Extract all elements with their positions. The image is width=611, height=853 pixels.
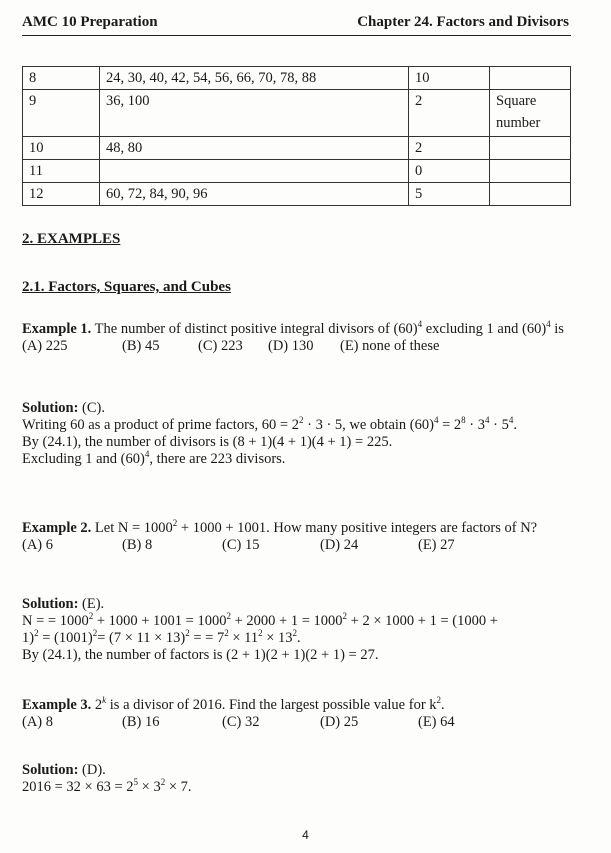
choice-c: (C) 15 [222,537,260,553]
table-cell: 8 [23,67,100,90]
example-3-choices [22,714,571,731]
table-row [23,90,571,137]
example-3 [22,697,571,731]
header-rule [22,35,571,36]
page-number: 4 [302,828,309,842]
choice-b: (B) 16 [122,714,160,730]
exponent: 2 [88,611,94,621]
text: × 11 [228,630,259,646]
text: Writing 60 as a product of prime factors, 60 = 2 [22,417,299,433]
choice-e: (E) 64 [418,714,455,730]
table-cell: 60, 72, 84, 90, 96 [100,183,409,206]
example-1-text: excluding 1 and (60) [422,321,547,337]
exponent: 2 [224,628,229,638]
solution-line: By (24.1), the number of factors is (2 + 1)(2 + 1)(2 + 1) = 27. [22,647,379,663]
solution-line [22,630,571,647]
table-cell: 10 [23,137,100,160]
table-cell [490,160,571,183]
subsection-title: 2.1. Factors, Squares, and Cubes [22,279,231,295]
table-row [23,183,571,206]
table-cell: 2 [409,90,490,137]
text: · 5 [489,417,509,433]
text: × 7. [165,779,192,795]
choice-d: (D) 25 [320,714,359,730]
example-2 [22,520,571,554]
text: + 1000 + 1001. How many positive integers are factors of N? [177,520,538,536]
exponent: 2 [436,695,442,705]
solution-label: Solution: [22,596,79,612]
solution-answer: (E). [82,596,105,612]
example-1-label: Example 1. [22,321,92,337]
solution-line [22,451,571,468]
table-cell: 12 [23,183,100,206]
exponent: 4 [417,319,423,329]
exponent: 4 [433,415,439,425]
text: = = 7 [189,630,225,646]
text: , there are 223 divisors. [149,451,286,467]
exponent: 2 [34,628,39,638]
solution-line: By (24.1), the number of divisors is (8 + 1)(4 + 1)(4 + 1) = 225. [22,434,393,450]
solution-answer: (D). [82,762,106,778]
exponent: 5 [133,777,139,787]
text: 1) [22,630,35,646]
table-cell [490,137,571,160]
text: · 3 [465,417,485,433]
text: + 1000 + 1001 = 1000 [93,613,227,629]
text: = 2 [438,417,462,433]
choice-a: (A) 225 [22,338,68,354]
exponent: 2 [292,628,298,638]
table-cell: 36, 100 [100,90,409,137]
solution-label: Solution: [22,762,79,778]
text: is a divisor of 2016. Find the largest possible value for k [106,697,437,713]
table-row [23,160,571,183]
example-1-question [22,321,571,338]
exponent: 2 [160,777,166,787]
example-2-label: Example 2. [22,520,92,536]
text: = (7 × 11 × 13) [97,630,186,646]
exponent: 4 [484,415,490,425]
choice-a: (A) 6 [22,537,54,553]
example-2-solution [22,596,571,664]
choice-b: (B) 8 [122,537,153,553]
solution-line [22,417,571,434]
exponent: 2 [92,628,98,638]
divisor-table [22,66,571,206]
table-cell: Square number [490,90,571,137]
text: . [297,630,301,646]
table-cell: 24, 30, 40, 42, 54, 56, 66, 70, 78, 88 [100,67,409,90]
example-1-text: is [550,321,564,337]
example-1-solution [22,400,571,468]
exponent: 2 [298,415,304,425]
example-1 [22,321,571,355]
text: N = = 1000 [22,613,89,629]
solution-line [22,779,571,796]
text: Let N = 1000 [94,520,173,536]
exponent: 2 [258,628,263,638]
table-cell [490,183,571,206]
text: × 13 [262,630,293,646]
example-2-choices [22,537,571,554]
exponent: 4 [546,319,551,329]
text: + 2000 + 1 = 1000 [231,613,343,629]
choice-c: (C) 32 [222,714,260,730]
table-cell: 11 [23,160,100,183]
table-cell: 5 [409,183,490,206]
text: 2 [94,697,103,713]
table-cell [100,160,409,183]
exponent: 2 [342,611,348,621]
choice-a: (A) 8 [22,714,54,730]
choice-c: (C) 223 [198,338,243,354]
text: 2016 = 32 × 63 = 2 [22,779,134,795]
header-left: AMC 10 Preparation [22,14,158,30]
exponent: 2 [226,611,231,621]
exponent: 4 [508,415,514,425]
header-right: Chapter 24. Factors and Divisors [357,14,569,30]
choice-d: (D) 24 [320,537,359,553]
example-1-choices [22,338,571,355]
choice-b: (B) 45 [122,338,160,354]
choice-e: (E) 27 [418,537,455,553]
text: . [513,417,517,433]
text: Excluding 1 and (60) [22,451,145,467]
example-1-text: The number of distinct positive integral divisors of (60) [94,321,418,337]
table-cell: 48, 80 [100,137,409,160]
choice-d: (D) 130 [268,338,314,354]
exponent: 2 [185,628,190,638]
choice-e: (E) none of these [340,338,440,354]
table-cell: 10 [409,67,490,90]
exponent: k [102,695,107,705]
text: = (1001) [38,630,93,646]
section-title: 2. EXAMPLES [22,231,121,247]
exponent: 2 [172,518,178,528]
text: · 3 · 5, we obtain (60) [303,417,434,433]
text: × 3 [138,779,161,795]
table-cell: 0 [409,160,490,183]
example-3-label: Example 3. [22,697,92,713]
exponent: 4 [144,449,150,459]
table-row [23,67,571,90]
example-3-solution [22,762,571,796]
text: + 2 × 1000 + 1 = (1000 + [347,613,498,629]
text: . [441,697,445,713]
table-cell [490,67,571,90]
exponent: 8 [461,415,466,425]
table-cell: 9 [23,90,100,137]
table-cell: 2 [409,137,490,160]
solution-label: Solution: [22,400,79,416]
table-row [23,137,571,160]
solution-answer: (C). [82,400,106,416]
